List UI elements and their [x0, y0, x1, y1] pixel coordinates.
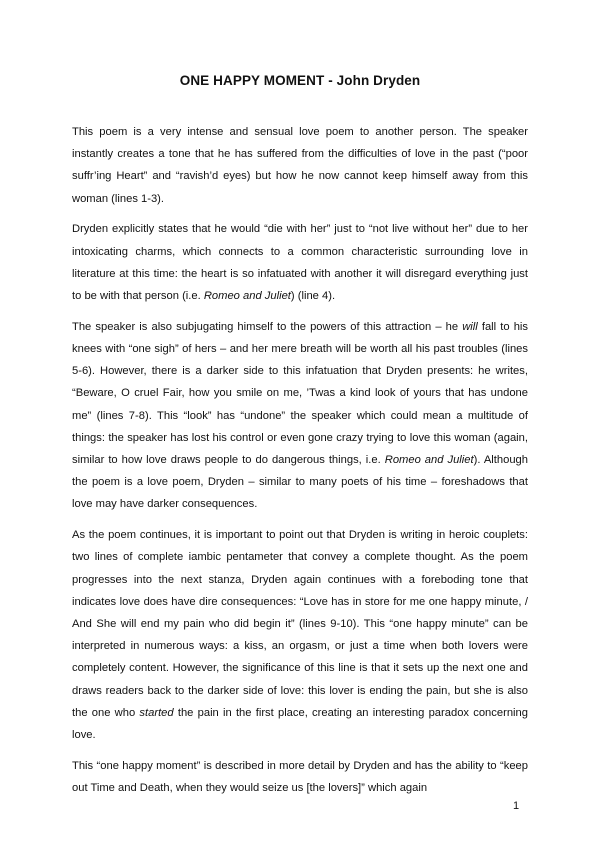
- text-run: This “one happy moment” is described in more detail by Dryden and has the ability to “keep out Time and Death, when they would seize us [the lovers]” which again: [72, 759, 528, 795]
- body-paragraph: [72, 218, 528, 307]
- body-paragraph: [72, 316, 528, 516]
- body-paragraph: [72, 524, 528, 746]
- text-run: The speaker is also subjugating himself to the powers of this attraction – he: [72, 320, 463, 333]
- text-run: As the poem continues, it is important to point out that Dryden is writing in heroic couplets: two lines of complete iambic pentameter that convey a complete thought. As the poem progresses into the next stanza, Dryden again continues with a foreboding tone that indicates love does have dire consequences: “Love has in store for me one happy minute, / And She will end my pain who did begin it” (lines 9-10). This “one happy minute” can be interpreted in numerous ways: a kiss, an orgasm, or just a time when both lovers were completely content. However, the significance of this line is that it sets up the next one and draws readers back to the darker side of love: this lover is ending the pain, but she is also the one who: [72, 529, 528, 719]
- text-run: ) (line 4).: [290, 290, 336, 303]
- text-run: ). Although the poem is a love poem, Dryden – similar to many poets of his time – foreshadows that love may have darker consequences.: [72, 454, 528, 511]
- italic-text: will: [462, 320, 478, 333]
- text-run: This poem is a very intense and sensual love poem to another person. The speaker instantly creates a tone that he has suffered from the difficulties of love in the past (“poor suffr’ing Heart” and “ravish’d eyes) but how he now cannot keep himself away from this woman (lines 1-3).: [72, 126, 528, 205]
- document-title: ONE HAPPY MOMENT - John Dryden: [179, 73, 421, 88]
- document-body: [72, 121, 528, 808]
- text-run: the pain in the first place, creating an interesting paradox concerning love.: [72, 706, 528, 742]
- text-run: fall to his knees with “one sigh” of hers – and her mere breath will be worth all his past troubles (lines 5-6). However, there is a darker side to this infatuation that Dryden presents: he writes, “Beware, O cruel Fair, how you smile on me, ’Twas a kind look of yours that has undone me” (lines 7-8). This “look” has “undone” the speaker which could mean a multitude of things: the speaker has lost his control or even gone crazy trying to love this woman (again, similar to how love draws people to do dangerous things, i.e.: [72, 320, 528, 467]
- text-run: Dryden explicitly states that he would “die with her” just to “not live without her” due to her intoxicating charms, which connects to a common characteristic surrounding love in literature at this time: the heart is so infatuated with another it will disregard everything just to be with that person (i.e.: [72, 223, 528, 303]
- body-paragraph: [72, 121, 528, 210]
- italic-text: started: [139, 706, 174, 719]
- italic-text: Romeo and Juliet: [384, 454, 474, 467]
- italic-text: Romeo and Juliet: [203, 290, 291, 303]
- body-paragraph: [72, 755, 528, 799]
- page-number: 1: [513, 800, 520, 812]
